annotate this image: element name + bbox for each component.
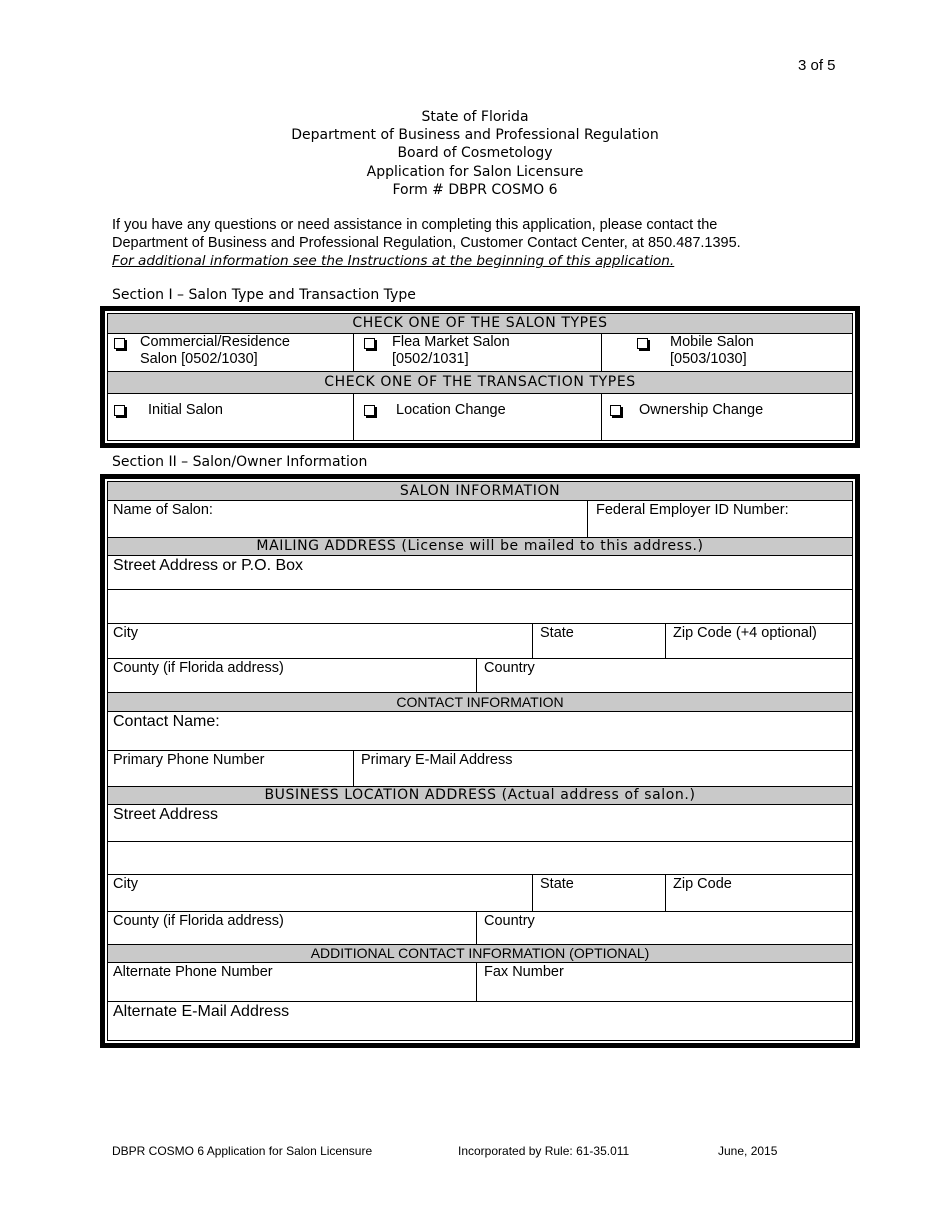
field-label: Street Address or P.O. Box	[113, 557, 304, 574]
mailing-county-field[interactable]	[108, 659, 477, 692]
primary-email-field[interactable]	[354, 751, 852, 786]
checkbox-commercial[interactable]	[114, 338, 125, 349]
business-state-field[interactable]	[533, 875, 666, 911]
salon-type-label: Mobile Salon	[670, 334, 754, 350]
transaction-label: Ownership Change	[639, 402, 764, 418]
header-state: State of Florida	[421, 109, 529, 125]
header-form-number: Form # DBPR COSMO 6	[392, 181, 558, 198]
salon-type-mobile[interactable]	[602, 334, 852, 371]
field-label: City	[113, 625, 138, 641]
business-county-row	[108, 912, 852, 945]
transaction-types-row	[108, 394, 852, 440]
field-label: State	[540, 625, 574, 641]
checkbox-flea-market[interactable]	[364, 338, 375, 349]
section-2-table	[100, 474, 860, 1048]
salon-types-row	[108, 334, 852, 372]
salon-name-row	[108, 501, 852, 538]
transaction-label: Location Change	[396, 402, 506, 418]
transaction-location-change[interactable]	[354, 394, 602, 440]
mailing-country-field[interactable]	[477, 659, 852, 692]
transaction-types-header: CHECK ONE OF THE TRANSACTION TYPES	[108, 372, 852, 394]
mailing-county-row	[108, 659, 852, 693]
checkbox-location-change[interactable]	[364, 405, 375, 416]
mailing-state-field[interactable]	[533, 624, 666, 658]
field-label: County (if Florida address)	[113, 660, 284, 676]
field-label: Alternate E-Mail Address	[113, 1003, 290, 1020]
fein-field[interactable]	[588, 501, 852, 537]
header-application: Application for Salon Licensure	[366, 163, 584, 180]
mailing-street-field[interactable]	[108, 556, 852, 590]
field-label: Federal Employer ID Number:	[596, 502, 789, 518]
business-zip-field[interactable]	[666, 875, 852, 911]
contact-name-field[interactable]	[108, 712, 852, 751]
fax-number-field[interactable]	[477, 963, 852, 1001]
form-header	[0, 108, 950, 199]
footer-form-title: DBPR COSMO 6 Application for Salon Licensure	[112, 1144, 373, 1158]
field-label: Fax Number	[484, 964, 564, 980]
contact-info-header: CONTACT INFORMATION	[108, 693, 852, 712]
checkbox-initial-salon[interactable]	[114, 405, 125, 416]
section-1-title: Section I – Salon Type and Transaction Type	[112, 287, 416, 303]
section-1-table	[100, 306, 860, 448]
primary-phone-field[interactable]	[108, 751, 354, 786]
field-label: Zip Code	[673, 876, 732, 892]
salon-type-code: [0503/1030]	[670, 351, 747, 367]
transaction-label: Initial Salon	[148, 402, 223, 418]
header-department: Department of Business and Professional Regulation	[291, 127, 659, 144]
checkbox-ownership-change[interactable]	[610, 405, 621, 416]
additional-contact-header: ADDITIONAL CONTACT INFORMATION (OPTIONAL)	[108, 945, 852, 963]
field-label: County (if Florida address)	[113, 913, 284, 929]
name-of-salon-field[interactable]	[108, 501, 588, 537]
header-board: Board of Cosmetology	[397, 145, 553, 162]
field-label: City	[113, 876, 138, 892]
checkbox-mobile[interactable]	[637, 338, 648, 349]
alternate-contact-row	[108, 963, 852, 1002]
mailing-address-header: MAILING ADDRESS (License will be mailed to this address.)	[108, 538, 852, 556]
salon-type-label: Flea Market Salon	[392, 334, 510, 350]
mailing-street-line-2[interactable]	[108, 590, 852, 624]
field-label: Alternate Phone Number	[113, 964, 273, 980]
business-city-field[interactable]	[108, 875, 533, 911]
field-label: Country	[484, 660, 535, 676]
salon-type-label: Commercial/Residence	[140, 334, 290, 350]
salon-type-flea-market[interactable]	[354, 334, 602, 371]
intro-line-2: Department of Business and Professional Regulation, Customer Contact Center, at 850.487.1395.	[112, 235, 741, 251]
mailing-zip-field[interactable]	[666, 624, 852, 658]
business-city-row	[108, 875, 852, 912]
business-location-header: BUSINESS LOCATION ADDRESS (Actual address of salon.)	[108, 787, 852, 805]
page-number: 3 of 5	[798, 57, 836, 74]
business-street-line-2[interactable]	[108, 842, 852, 875]
salon-type-commercial[interactable]	[108, 334, 354, 371]
intro-instructions-note: For additional information see the Instructions at the beginning of this application.	[112, 253, 675, 269]
transaction-initial[interactable]	[108, 394, 354, 440]
footer-date: June, 2015	[718, 1144, 778, 1158]
salon-types-header: CHECK ONE OF THE SALON TYPES	[108, 314, 852, 334]
field-label: State	[540, 876, 574, 892]
mailing-city-field[interactable]	[108, 624, 533, 658]
field-label: Primary E-Mail Address	[361, 752, 513, 768]
field-label: Zip Code (+4 optional)	[673, 625, 817, 641]
salon-type-code: Salon [0502/1030]	[140, 351, 258, 367]
field-label: Country	[484, 913, 535, 929]
transaction-ownership-change[interactable]	[602, 394, 852, 440]
intro-text	[112, 216, 812, 270]
section-2-title: Section II – Salon/Owner Information	[112, 454, 368, 470]
field-label: Primary Phone Number	[113, 752, 265, 768]
field-label: Street Address	[113, 806, 218, 823]
alternate-email-field[interactable]	[108, 1002, 852, 1040]
footer-rule: Incorporated by Rule: 61-35.011	[458, 1144, 630, 1158]
salon-type-code: [0502/1031]	[392, 351, 469, 367]
field-label: Name of Salon:	[113, 502, 213, 518]
business-country-field[interactable]	[477, 912, 852, 944]
primary-contact-row	[108, 751, 852, 787]
business-street-field[interactable]	[108, 805, 852, 842]
alternate-phone-field[interactable]	[108, 963, 477, 1001]
mailing-city-row	[108, 624, 852, 659]
field-label: Contact Name:	[113, 713, 220, 730]
business-county-field[interactable]	[108, 912, 477, 944]
intro-line-1: If you have any questions or need assistance in completing this application, please contact the	[112, 217, 718, 233]
salon-info-header: SALON INFORMATION	[108, 482, 852, 501]
